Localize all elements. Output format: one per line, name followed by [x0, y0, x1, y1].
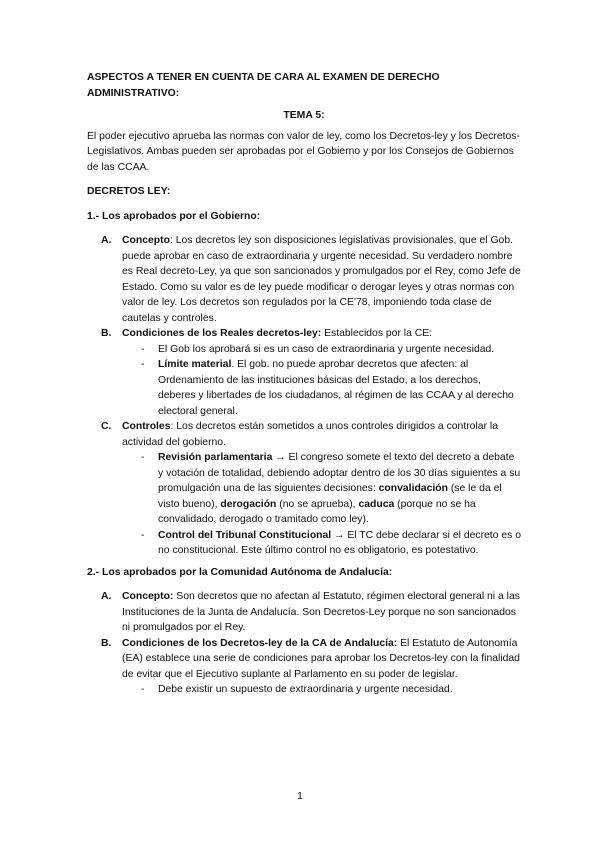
sub-item-text: → El congreso somete el texto del decreto a debate y votación de totalidad, debiendo adoptar dentro de los 30 días siguientes a su promulgación una de las siguientes decisiones: — [158, 452, 521, 494]
term-text: (no se aprueba), — [276, 498, 359, 510]
sub-item-text: . El gob. no puede aprobar decretos que afecten: al Ordenamiento de las instituciones básicas del Estado, a los derechos, deberes y libertades de los ciudadanos, al régimen de las CCAA y al derecho electoral general. — [158, 359, 514, 417]
sub-item-label: Límite material — [158, 359, 232, 370]
list-letter: B. — [101, 637, 112, 649]
term-caduca: caduca — [358, 498, 395, 510]
sub-item-text: El Gob los aprobará si es un caso de extraordinaria y urgente necesidad. — [158, 343, 495, 355]
list-item-b-condiciones — [87, 326, 521, 342]
section-heading-decretos-ley: DECRETOS LEY: — [87, 186, 171, 197]
term-text: (porque no se ha convalidado, derogado o tramitado como ley). — [158, 498, 476, 525]
term-convalidacion: convalidación — [378, 483, 448, 494]
sub-item-text: Debe existir un supuesto de extraordinaria y urgente necesidad. — [158, 684, 453, 695]
page-number: 1 — [297, 791, 303, 802]
dash-bullet: - — [141, 529, 145, 541]
list-item-c-controles — [87, 419, 521, 450]
item-label: Condiciones de los Decretos-ley de la CA de Andalucía: — [122, 637, 398, 649]
item-label: Condiciones de los Reales decretos-ley: — [122, 328, 322, 339]
sub-item — [87, 450, 521, 528]
list-letter: B. — [101, 328, 112, 339]
item-text: Establecidos por la CE: — [321, 328, 433, 339]
subsection-heading-andalucia: 2.- Los aprobados por la Comunidad Autónoma de Andalucía: — [87, 566, 393, 578]
item-text: Son decretos que no afectan al Estatuto, régimen electoral general ni a las Instituciones de la Junta de Andalucía. Son Decretos-Ley porque no son sancionados ni promulgados por el Rey. — [122, 591, 520, 633]
item-label: Concepto — [122, 235, 170, 246]
intro-paragraph: El poder ejecutivo aprueba las normas con valor de ley, como los Decretos-ley y los Decretos-Legislativos. Ambas pueden ser aprobadas por el Gobierno y por los Consejos de Gobiernos de las CCAA. — [87, 130, 520, 173]
item-text: : Los decretos están sometidos a unos controles dirigidos a controlar la actividad del gobierno. — [122, 421, 498, 448]
sub-item-label: Revisión parlamentaria — [158, 452, 273, 463]
sub-item — [87, 357, 521, 419]
dash-bullet: - — [141, 684, 145, 695]
list-letter: C. — [101, 421, 112, 432]
subsection-heading-gobierno: 1.- Los aprobados por el Gobierno: — [87, 210, 261, 222]
list-item-a-concepto — [87, 233, 521, 326]
sub-item — [87, 528, 521, 559]
document-title: ASPECTOS A TENER EN CUENTA DE CARA AL EXAMEN DE DERECHO ADMINISTRATIVO: — [87, 72, 440, 99]
list-item-b-condiciones-andalucia — [87, 636, 521, 683]
list-letter: A. — [101, 235, 112, 246]
dash-bullet: - — [141, 343, 145, 355]
sub-item — [87, 682, 521, 698]
item-text: El Estatuto de Autonomía (EA) establece una serie de condiciones para aprobar los Decretos-ley con la finalidad de evitar que el Ejecutivo suplante al Parlamento en su poder de legislar. — [122, 637, 520, 680]
term-text: (se le da el visto bueno), — [158, 483, 502, 510]
list-item-a-concepto-andalucia — [87, 589, 521, 636]
sub-item-label: Control del Tribunal Constitucional — [158, 529, 332, 541]
dash-bullet: - — [141, 359, 145, 370]
term-derogacion: derogación — [220, 498, 277, 510]
item-label: Controles — [122, 421, 171, 432]
sub-item — [87, 342, 521, 358]
item-label: Concepto: — [122, 591, 174, 602]
dash-bullet: - — [141, 452, 145, 463]
list-letter: A. — [101, 591, 112, 602]
tema-heading: TEMA 5: — [283, 110, 325, 121]
item-text: : Los decretos ley son disposiciones legislativas provisionales, que el Gob. puede aprobar en caso de extraordinaria y urgente necesidad. Su verdadero nombre es Real decreto-Ley, ya que son sancionados y promulgados por el Rey, como Jefe de Estado. Como su valor es de ley puede modificar o derogar leyes y otras normas con valor de ley. Los decretos son regulados por la CE'78, imponiendo toda clase de cautelas y controles. — [122, 235, 521, 324]
document-body — [87, 70, 521, 698]
sub-item-text: → El TC debe declarar si el decreto es o no constitucional. Este último control no es obligatorio, es potestativo. — [158, 529, 522, 556]
